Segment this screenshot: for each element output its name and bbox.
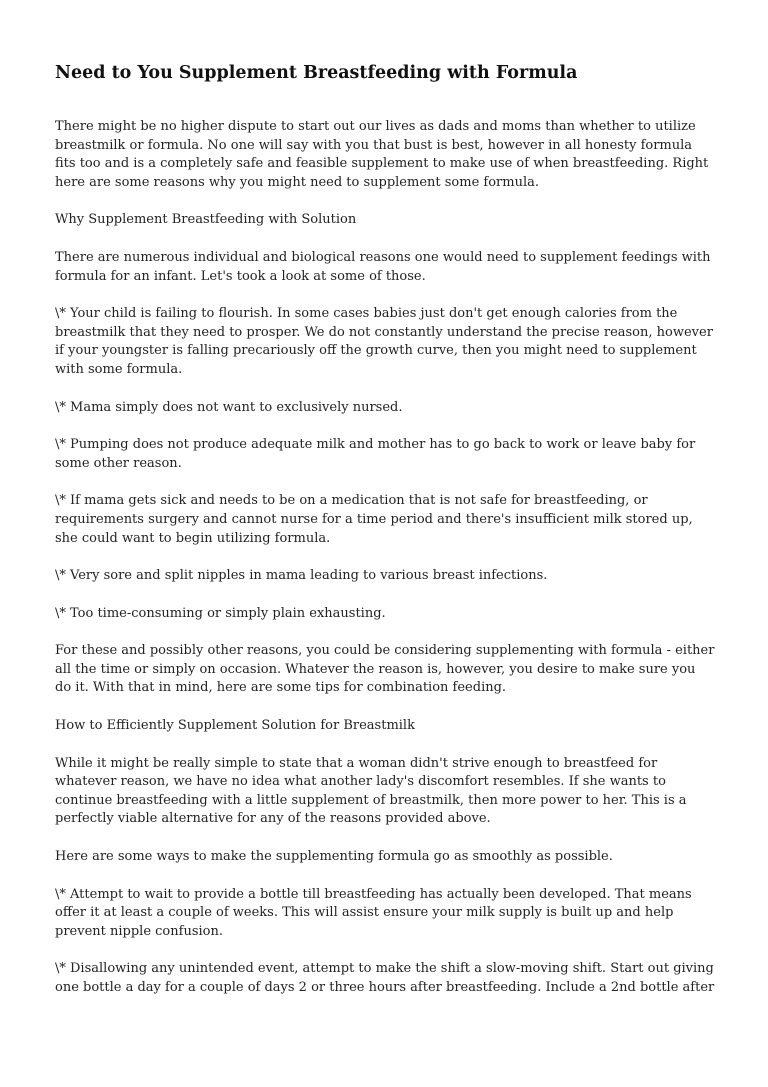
list-item: \* Too time-consuming or simply plain exhausting. (55, 605, 386, 621)
section-heading: How to Efficiently Supplement Solution for Breastmilk (55, 718, 415, 734)
paragraph: Here are some ways to make the supplementing formula go as smoothly as possible. (55, 849, 613, 865)
list-item: \* Very sore and split nipples in mama leading to various breast infections. (55, 568, 548, 584)
list-item: \* Mama simply does not want to exclusively nursed. (55, 399, 403, 415)
paragraph-intro: There might be no higher dispute to start out our lives as dads and moms than whether to utilize breastmilk or formula. No one will say with you that bust is best, however in all honesty formula fits too and is a completely safe and feasible supplement to make use of when breastfeeding. Right here are some reasons why you might need to supplement some formula. (55, 119, 709, 190)
list-item: \* If mama gets sick and needs to be on a medication that is not safe for breastfeeding, or requirements surgery and cannot nurse for a time period and there's insufficient milk stored up, she could want to begin utilizing formula. (55, 493, 693, 546)
document-page (55, 60, 715, 1017)
list-item: \* Disallowing any unintended event, attempt to make the shift a slow-moving shift. Start out giving one bottle a day for a couple of days 2 or three hours after breastfeeding. Include a 2nd bottle after (55, 961, 715, 995)
paragraph: There are numerous individual and biological reasons one would need to supplement feedings with formula for an infant. Let's took a look at some of those. (55, 249, 711, 284)
list-item: \* Attempt to wait to provide a bottle till breastfeeding has actually been developed. That means offer it at least a couple of weeks. This will assist ensure your milk supply is built up and help prevent nipple confusion. (55, 886, 692, 939)
section-heading: Why Supplement Breastfeeding with Solution (55, 212, 357, 228)
list-item: \* Your child is failing to flourish. In some cases babies just don't get enough calories from the breastmilk that they need to prosper. We do not constantly understand the precise reason, however if your youngster is falling precariously off the growth curve, then you might need to supplement with some formula. (55, 306, 713, 377)
paragraph: While it might be really simple to state that a woman didn't strive enough to breastfeed for whatever reason, we have no idea what another lady's discomfort resembles. If she wants to continue breastfeeding with a little supplement of breastmilk, then more power to her. This is a perfectly viable alternative for any of the reasons provided above. (55, 755, 687, 827)
list-item: \* Pumping does not produce adequate milk and mother has to go back to work or leave baby for some other reason. (55, 437, 696, 471)
paragraph: For these and possibly other reasons, you could be considering supplementing with formula - either all the time or simply on occasion. Whatever the reason is, however, you desire to make sure you do it. With that in mind, here are some tips for combination feeding. (55, 643, 715, 696)
document-title: Need to You Supplement Breastfeeding with Formula (55, 63, 578, 83)
